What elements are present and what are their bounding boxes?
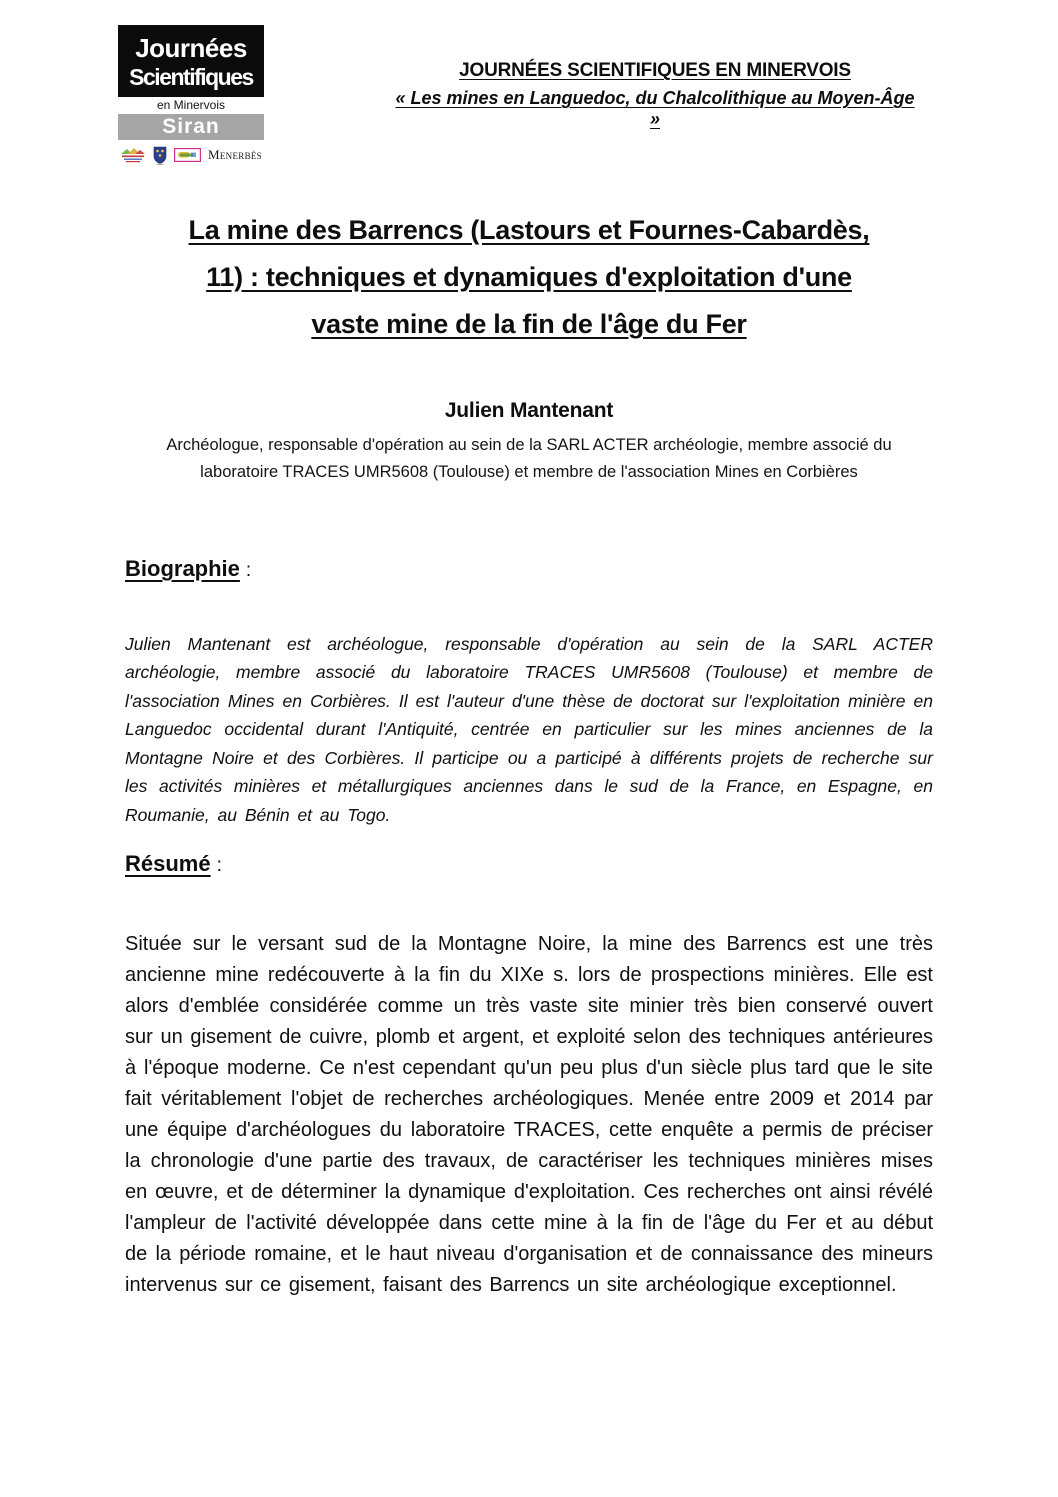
shield-partner-icon: [153, 146, 167, 165]
journees-scientifiques-logo: [118, 25, 264, 166]
partner-logos-row: [118, 140, 264, 166]
logo-line-scientifiques: Scientifiques: [129, 64, 253, 90]
author-block: [0, 399, 1058, 486]
biography-heading-label: Biographie: [125, 556, 240, 581]
conference-title: JOURNÉES SCIENTIFIQUES EN MINERVOIS: [459, 60, 851, 81]
conference-subtitle: « Les mines en Languedoc, du Chalcolithique au Moyen-Âge »: [395, 88, 915, 129]
author-affiliation-line-1: Archéologue, responsable d'opération au sein de la SARL ACTER archéologie, membre associé du: [166, 436, 892, 454]
author-affiliation: [0, 432, 1058, 486]
resume-heading: [125, 851, 222, 877]
author-affiliation-line-2: laboratoire TRACES UMR5608 (Toulouse) et membre de l'association Mines en Corbières: [200, 463, 858, 481]
banner-partner-icon: [174, 148, 201, 162]
biography-heading: [125, 556, 251, 582]
logo-line-journees: Journées: [135, 33, 247, 63]
resume-text: Située sur le versant sud de la Montagne Noire, la mine des Barrencs est une très ancienne mine redécouverte à la fin du XIXe s. lors de prospections minières. Elle est alors d'emblée considérée comme un très vaste site minier très bien conservé ouvert sur un gisement de cuivre, plomb et argent, et exploité selon des techniques antérieures à l'époque moderne. Ce n'est cependant qu'un peu plus d'un siècle plus tard que le site fait véritablement l'objet de recherches archéologiques. Menée entre 2009 et 2014 par une équipe d'archéologues du laboratoire TRACES, cette enquête a permis de préciser la chronologie d'une partie des travaux, de caractériser les techniques minières mises en œuvre, et de déterminer la dynamique d'exploitation. Ces recherches ont ainsi révélé l'ampleur de l'activité développée dans cette mine à la fin de l'âge du Fer et au début de la période romaine, et le haut niveau d'organisation et de connaissance des mineurs intervenus sur ce gisement, faisant des Barrencs un site archéologique exceptionnel.: [125, 933, 933, 1296]
logo-black-box: [118, 25, 264, 97]
article-title-line-2: 11) : techniques et dynamiques d'exploitation d'une: [206, 262, 852, 292]
article-title-line-1: La mine des Barrencs (Lastours et Fournes-Cabardès,: [188, 215, 870, 245]
logo-line-en-minervois: en Minervois: [156, 98, 226, 112]
biography-heading-colon: :: [245, 560, 252, 581]
biography-text: Julien Mantenant est archéologue, responsable d'opération au sein de la SARL ACTER archéologie, membre associé du laboratoire TRACES UMR5608 (Toulouse) et membre de l'association Mines en Corbières. Il est l'auteur d'une thèse de doctorat sur l'exploitation minière en Languedoc occidental durant l'Antiquité, centrée en particulier sur les mines anciennes de la Montagne Noire et des Corbières. Il participe ou a participé à différents projets de recherche sur les activités minières et métallurgiques anciennes dans le sud de la France, en Espagne, en Roumanie, au Bénin et au Togo.: [125, 633, 933, 825]
landscape-partner-icon: [120, 146, 146, 164]
conference-header: [390, 60, 920, 130]
resume-heading-colon: :: [216, 855, 222, 876]
logo-line-siran: Siran: [118, 114, 264, 140]
author-name: Julien Mantenant: [444, 399, 614, 422]
resume-heading-label: Résumé: [125, 851, 211, 876]
article-title-line-3: vaste mine de la fin de l'âge du Fer: [311, 309, 747, 339]
menerbes-wordmark: Menerbés: [208, 147, 262, 162]
article-title: [80, 207, 978, 348]
